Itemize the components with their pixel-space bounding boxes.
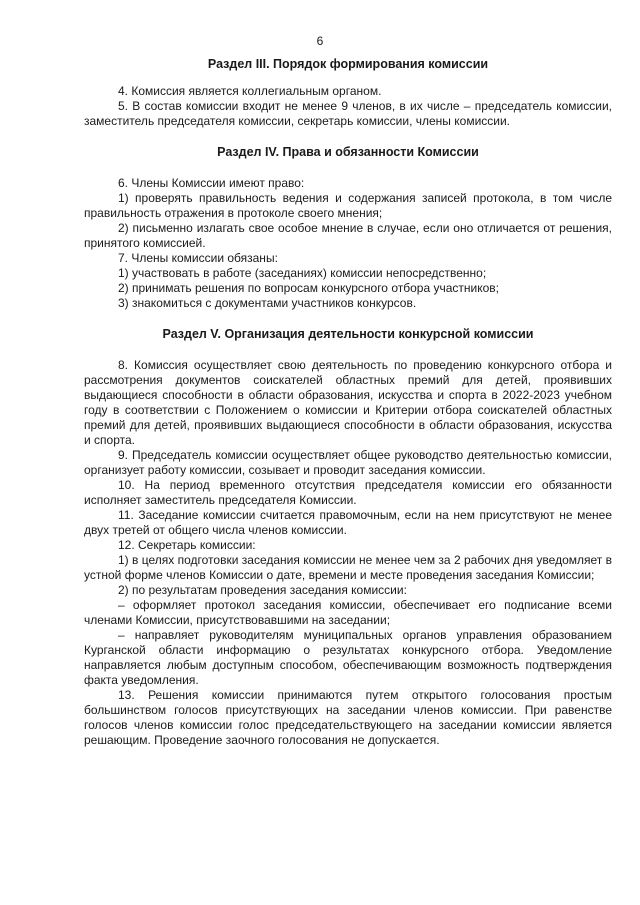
paragraph-12: 12. Секретарь комиссии: [118, 538, 256, 552]
paragraph-6-item-1: 1) проверять правильность ведения и содержания записей протокола, в том числе правильность отражения в протоколе своего мнения; [84, 191, 612, 220]
paragraph-9: 9. Председатель комиссии осуществляет общее руководство деятельностью комиссии, организует работу комиссии, созывает и проводит заседания комиссии. [84, 448, 612, 477]
paragraph-7-item-2: 2) принимать решения по вопросам конкурсного отбора участников; [118, 281, 499, 295]
paragraph-12-item-2-dash-2: – направляет руководителям муниципальных органов управления образованием Курганской области информацию о результатах конкурсного отбора. Уведомление направляется любым доступным способом, обеспечивающим возможность подтверждения факта уведомления. [84, 628, 612, 687]
paragraph-12-item-2-dash-1: – оформляет протокол заседания комиссии, обеспечивает его подписание всеми членами Комиссии, присутствовавшими на заседании; [84, 598, 612, 627]
section-4-heading: Раздел IV. Права и обязанности Комиссии [217, 145, 479, 159]
paragraph-13: 13. Решения комиссии принимаются путем открытого голосования простым большинством голосов присутствующих на заседании членов комиссии. При равенстве голосов членов комиссии голос председательствующего на заседании комиссии является решающим. Проведение заочного голосования не допускается. [84, 688, 612, 747]
page-number: 6 [316, 34, 324, 48]
paragraph-11: 11. Заседание комиссии считается правомочным, если на нем присутствуют не менее двух третей от общего числа членов комиссии. [84, 508, 612, 537]
paragraph-7-item-1: 1) участвовать в работе (заседаниях) комиссии непосредственно; [118, 266, 487, 280]
paragraph-6-item-2: 2) письменно излагать свое особое мнение в случае, если оно отличается от решения, принятого комиссией. [84, 221, 612, 250]
document-body [84, 57, 612, 748]
paragraph-4: 4. Комиссия является коллегиальным органом. [118, 84, 382, 98]
paragraph-7: 7. Члены комиссии обязаны: [118, 251, 278, 265]
paragraph-12-item-1: 1) в целях подготовки заседания комиссии не менее чем за 2 рабочих дня уведомляет в устной форме членов Комиссии о дате, времени и месте проведения заседания Комиссии; [84, 553, 612, 582]
paragraph-5: 5. В состав комиссии входит не менее 9 членов, в их числе – председатель комиссии, заместитель председателя комиссии, секретарь комиссии, члены комиссии. [84, 99, 612, 128]
paragraph-12-item-2: 2) по результатам проведения заседания комиссии: [118, 583, 407, 597]
paragraph-10: 10. На период временного отсутствия председателя комиссии его обязанности исполняет заместитель председателя Комиссии. [84, 478, 612, 507]
paragraph-8: 8. Комиссия осуществляет свою деятельность по проведению конкурсного отбора и рассмотрения документов соискателей областных премий для детей, проявивших выдающиеся способности в области образования, искусства и спорта в 2022-2023 учебном году в соответствии с Положением о комиссии и Критерии отбора соискателей областных премий для детей, проявивших выдающиеся способности в области образования, искусства и спорта. [84, 358, 612, 447]
paragraph-6: 6. Члены Комиссии имеют право: [118, 176, 305, 190]
section-3-heading: Раздел III. Порядок формирования комиссии [207, 57, 489, 71]
section-5-heading: Раздел V. Организация деятельности конкурсной комиссии [162, 327, 534, 341]
paragraph-7-item-3: 3) знакомиться с документами участников конкурсов. [118, 296, 417, 310]
